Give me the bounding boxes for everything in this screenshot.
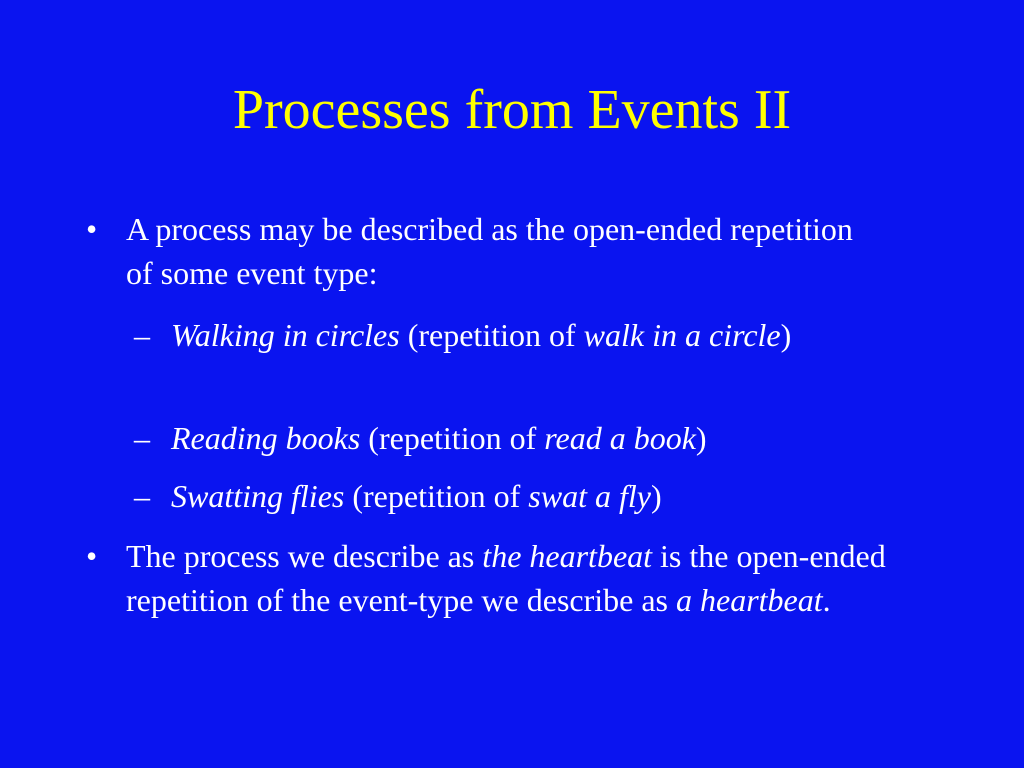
sub-item-reading [134, 416, 854, 460]
slide-title: Processes from Events II [232, 79, 792, 141]
sub-item-text [171, 313, 854, 357]
bullet-marker: • [86, 538, 98, 574]
bullet-text-part: is the open-ended repetition of the event-type we describe as [126, 538, 886, 618]
bullet-text [126, 207, 886, 295]
sub-marker: – [134, 317, 150, 353]
sub-marker: – [134, 478, 150, 514]
bullet-item-2 [86, 534, 886, 622]
sub-item-connector: (repetition of [399, 317, 584, 353]
sub-item-event: read a book [544, 420, 696, 456]
sub-item-close: ) [780, 317, 792, 353]
sub-item-connector: (repetition of [344, 478, 529, 514]
bullet-item-1 [86, 207, 886, 295]
sub-item-event: walk in a circle [583, 317, 781, 353]
sub-marker: – [134, 420, 150, 456]
sub-item-text [171, 474, 854, 518]
bullet-text-part: . [822, 582, 831, 618]
sub-item-close: ) [650, 478, 662, 514]
bullet-text-emphasis: the heartbeat [482, 538, 653, 574]
sub-item-event: swat a fly [528, 478, 651, 514]
bullet-text-part: The process we describe as [126, 538, 483, 574]
bullet-text-part: A process may be described as the open-ended repetition of some event type: [126, 211, 853, 291]
bullet-text [126, 534, 886, 622]
bullet-marker: • [86, 211, 98, 247]
sub-item-close: ) [695, 420, 707, 456]
bullet-text-emphasis: a heartbeat [676, 582, 823, 618]
sub-item-text [171, 416, 854, 460]
sub-item-term: Swatting flies [171, 478, 345, 514]
sub-item-swatting [134, 474, 854, 518]
sub-item-term: Walking in circles [171, 317, 400, 353]
sub-item-connector: (repetition of [360, 420, 545, 456]
sub-item-term: Reading books [171, 420, 361, 456]
sub-item-walking [134, 313, 854, 357]
